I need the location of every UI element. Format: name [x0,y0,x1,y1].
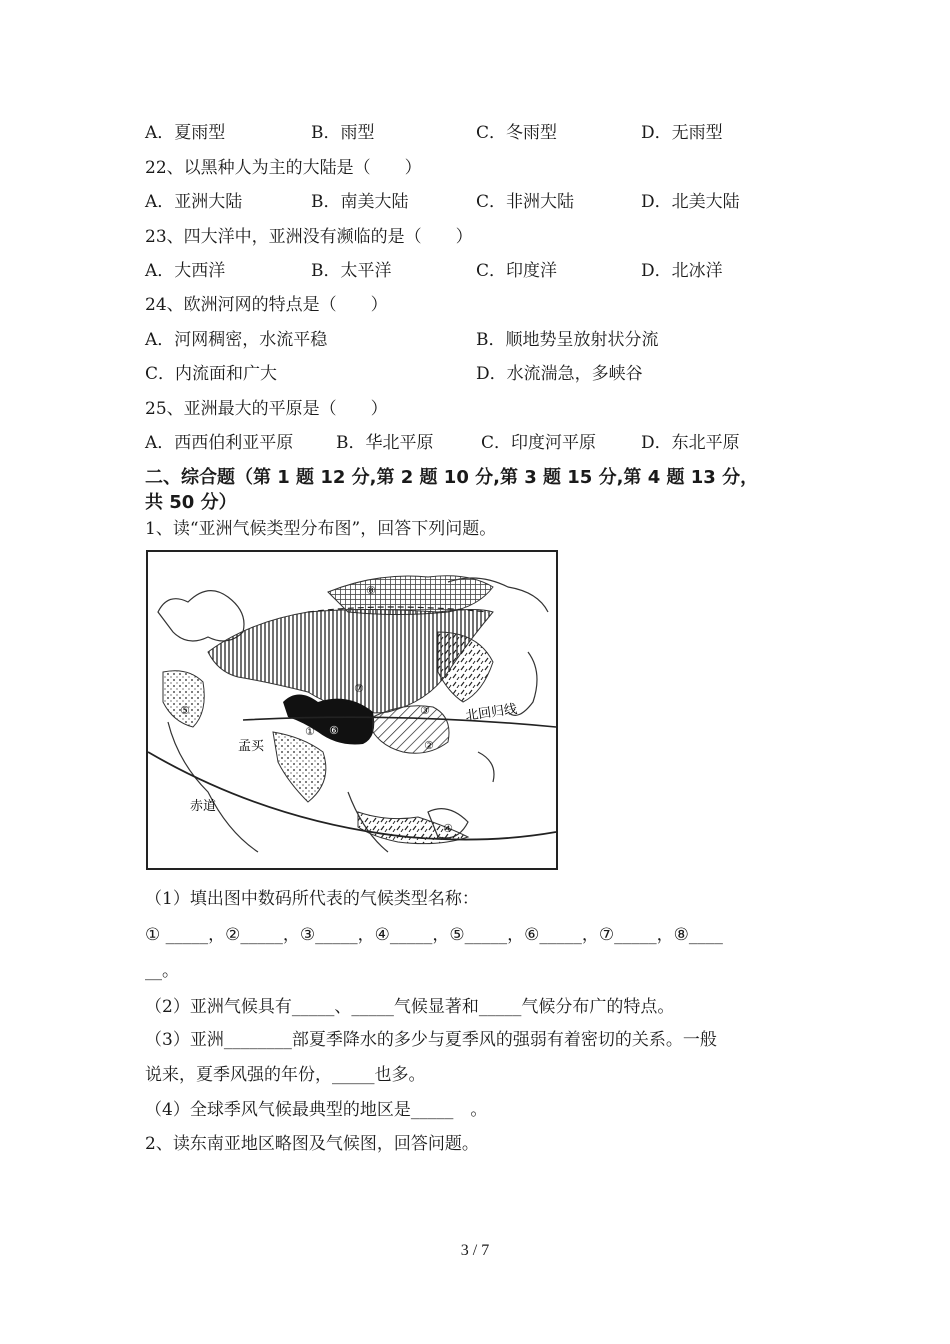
climate-region-mediterranean [163,671,204,727]
c1-p1-tail: __。 [145,961,179,981]
q23-option-b: B．太平洋 [311,261,392,281]
map-number-3: ③ [420,704,430,717]
q21-option-b: B．雨型 [311,123,375,143]
equator-line [148,752,556,840]
q25-option-b: B．华北平原 [336,433,434,453]
q25-option-a: A．西西伯利亚平原 [145,433,294,453]
c1-stem: 1、读“亚洲气候类型分布图”，回答下列问题。 [145,519,497,539]
q21-option-a: A．夏雨型 [145,123,226,143]
map-number-2: ② [424,739,434,752]
q23-stem: 23、四大洋中，亚洲没有濒临的是（ ） [145,227,473,247]
q22-option-b: B．南美大陆 [311,192,409,212]
q22-option-c: C．非洲大陆 [476,192,575,212]
q24-option-a: A．河网稠密，水流平稳 [145,330,328,350]
q22-stem: 22、以黑种人为主的大陆是（ ） [145,158,422,178]
climate-region-tropical-monsoon [273,732,326,802]
c1-p4: （4）全球季风气候最典型的地区是_____ 。 [145,1100,488,1120]
c1-p2: （2）亚洲气候具有_____、_____气候显著和_____气候分布广的特点。 [145,997,675,1017]
q25-stem: 25、亚洲最大的平原是（ ） [145,399,388,419]
page-number: 3 / 7 [460,1242,490,1259]
c2-stem: 2、读东南亚地区略图及气候图，回答问题。 [145,1134,479,1154]
map-number-1: ① [305,725,315,738]
map-number-7: ⑦ [354,682,364,695]
climate-region-monsoon-temperate [438,632,493,702]
label-equator: 赤道 [190,799,217,814]
q23-option-d: D．北冰洋 [641,261,723,281]
q24-option-b: B．顺地势呈放射状分流 [476,330,659,350]
label-tropic-of-cancer: 北回归线 [464,701,519,724]
map-number-4: ④ [443,822,453,835]
c1-p1-blanks: ① _____，②_____，③_____，④_____，⑤_____，⑥_____，⑦_____，⑧____ [145,925,723,945]
c1-p3-line2: 说来，夏季风强的年份，_____也多。 [145,1065,426,1085]
q22-option-d: D．北美大陆 [641,192,740,212]
map-number-8: ⑧ [366,584,376,597]
q22-option-a: A．亚洲大陆 [145,192,243,212]
q24-option-c: C．内流面和广大 [145,364,278,384]
q21-option-d: D．无雨型 [641,123,723,143]
q24-option-d: D．水流湍急，多峡谷 [476,364,643,384]
c1-p3-line1: （3）亚洲________部夏季降水的多少与夏季风的强弱有着密切的关系。一般 [145,1030,717,1050]
map-number-6: ⑥ [329,724,339,737]
q23-option-a: A．大西洋 [145,261,226,281]
section-2-title: 二、综合题（第 1 题 12 分,第 2 题 10 分,第 3 题 15 分,第 4 题 13 分， [145,467,759,488]
label-mumbai: 孟买 [238,739,265,754]
q25-option-d: D．东北平原 [641,433,740,453]
c1-p1: （1）填出图中数码所代表的气候类型名称： [145,889,479,909]
q21-option-c: C．冬雨型 [476,123,558,143]
q23-option-c: C．印度洋 [476,261,558,281]
q25-option-c: C．印度河平原 [481,433,597,453]
asia-climate-map [146,550,558,870]
section-2-title-cont: 共 50 分） [145,492,237,513]
climate-region-tundra [328,576,493,615]
climate-region-subtropical-monsoon [373,706,449,754]
map-number-5: ⑤ [180,704,190,717]
q24-stem: 24、欧洲河网的特点是（ ） [145,295,388,315]
